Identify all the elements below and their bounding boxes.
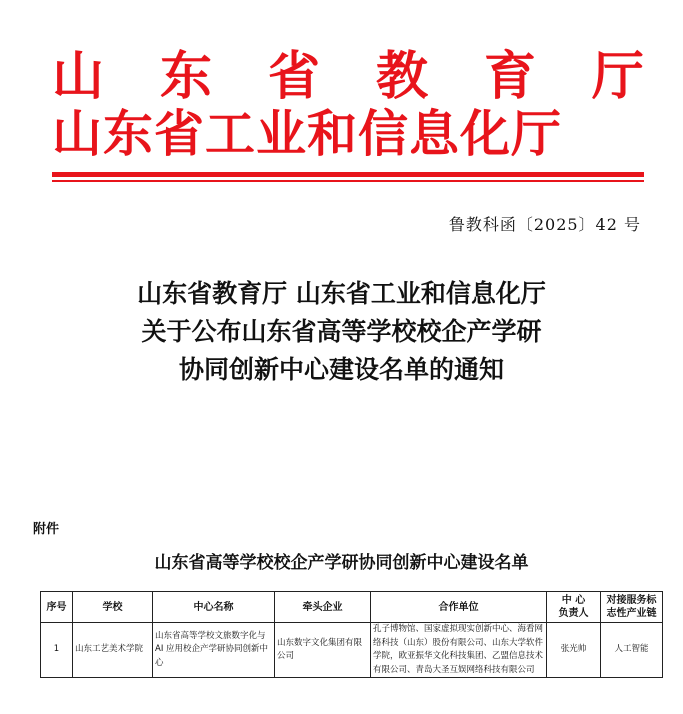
cell-director: 张光帅: [547, 623, 601, 678]
letterhead-char: 厅: [591, 47, 644, 107]
document-title-line-1: 山东省教育厅 山东省工业和信息化厅: [137, 279, 546, 308]
document-title-line-3: 协同创新中心建设名单的通知: [178, 355, 504, 384]
letterhead-char: 东: [159, 47, 212, 107]
letterhead-divider-thin: [52, 180, 644, 182]
table-title: 山东省高等学校校企产学研协同创新中心建设名单: [154, 553, 529, 573]
header-industry-chain: 对接服务标 志性产业链: [601, 592, 663, 623]
header-center-name: 中心名称: [153, 592, 275, 623]
letterhead-line-2: 山东省工业和信息化厅: [52, 105, 562, 163]
cell-index: 1: [41, 623, 73, 678]
document-number: 鲁教科函〔2025〕42 号: [448, 215, 641, 234]
letterhead-char: 省: [267, 47, 320, 107]
letterhead-line-1: [52, 48, 644, 106]
cell-partners: 孔子博物馆、国家虚拟现实创新中心、海看网络科技（山东）股份有限公司、山东大学软件学院，欧亚振华文化科技集团、乙盟信息技术有限公司、青岛大圣互娱网络科技有限公司: [371, 623, 547, 678]
letterhead-char: 育: [483, 47, 536, 107]
letterhead-char: 山: [52, 47, 105, 107]
letterhead-char: 教: [375, 47, 428, 107]
header-school: 学校: [73, 592, 153, 623]
table-header-row: [41, 592, 663, 623]
attachment-label: 附件: [33, 522, 60, 537]
cell-school: 山东工艺美术学院: [73, 623, 153, 678]
header-index: 序号: [41, 592, 73, 623]
cell-industry-chain: 人工智能: [601, 623, 663, 678]
document-title-line-2: 关于公布山东省高等学校校企产学研: [141, 317, 542, 346]
header-partners: 合作单位: [371, 592, 547, 623]
table-row: [41, 623, 663, 678]
letterhead-divider-thick: [52, 172, 644, 177]
center-list-table: [40, 591, 663, 678]
header-director: 中 心 负责人: [547, 592, 601, 623]
header-lead-enterprise: 牵头企业: [275, 592, 371, 623]
cell-center-name: 山东省高等学校文旅数字化与 AI 应用校企产学研协同创新中心: [153, 623, 275, 678]
cell-lead-enterprise: 山东数字文化集团有限公司: [275, 623, 371, 678]
